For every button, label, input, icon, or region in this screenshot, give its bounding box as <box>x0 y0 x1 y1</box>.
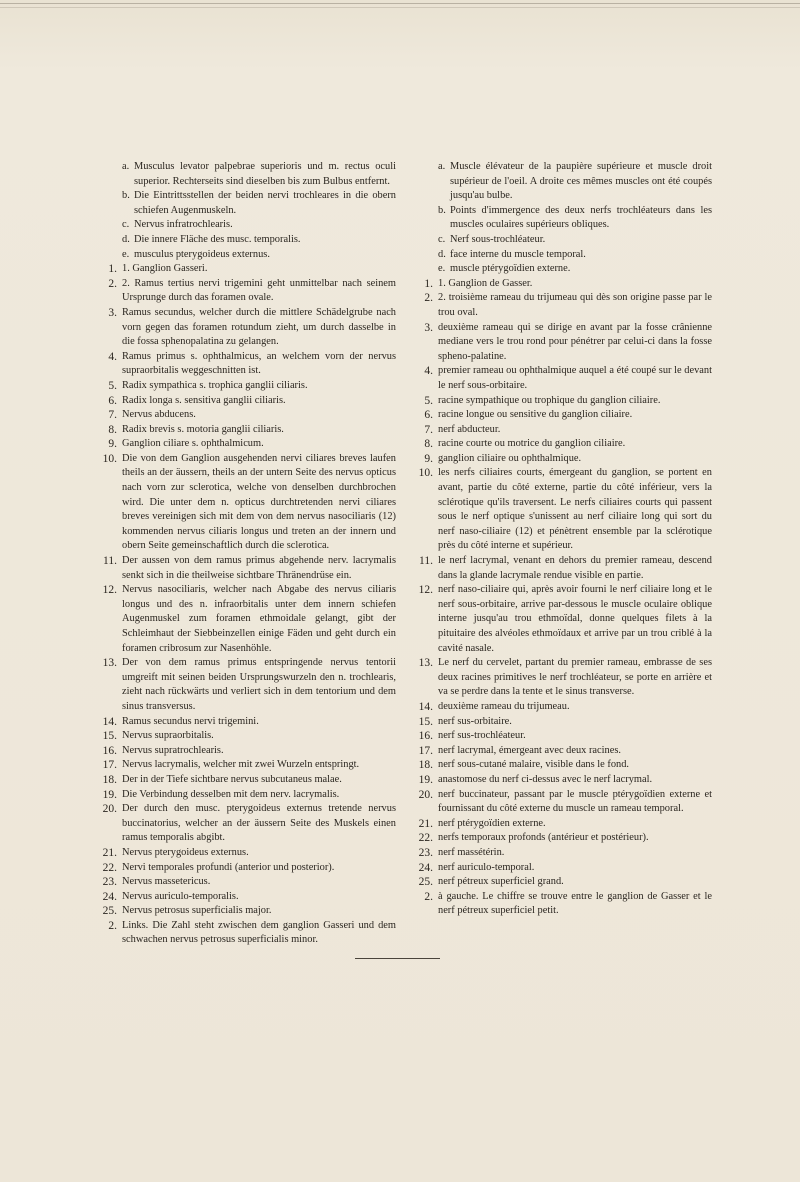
legend-entry: 2. Links. Die Zahl steht zwischen dem ganglion Gasseri und dem schwachen nervus petrosus superficialis minor. <box>108 919 396 946</box>
legend-entry: 13. Le nerf du cervelet, partant du premier rameau, embrasse de ses deux racines primitives le nerf trochléateur, se porte en arrière et va se perdre dans la tente et le sinus transverse. <box>418 657 712 698</box>
legend-entry: 19. Die Verbindung desselben mit dem nerv. lacrymalis. <box>102 788 340 801</box>
legend-entry: 13. Der von dem ramus primus entspringende nervus tentorii umgreift mit seinen beiden Ursprungswurzeln den n. trochlearis, zieht nach rückwärts und verliert sich in dem tentorium und dem sinus transversus. <box>102 657 396 712</box>
legend-entry: 2. 2. troisième rameau du trijumeau qui dès son origine passe par le trou oval. <box>424 292 712 318</box>
legend-entry: 25. nerf pétreux superficiel grand. <box>418 876 564 889</box>
legend-entry: 15. Nervus supraorbitalis. <box>102 730 214 743</box>
legend-entry: 6. Radix longa s. sensitiva ganglii ciliaris. <box>108 394 286 407</box>
legend-entry: 4. Ramus primus s. ophthalmicus, an welchem vorn der nervus supraorbitalis weggeschnitten ist. <box>108 350 396 377</box>
legend-entry: 3. deuxième rameau qui se dirige en avant par la fosse crânienne mediane vers le trou rond pour pénétrer par celui-ci dans la fosse spheno-palatine. <box>424 321 712 362</box>
german-legend-column <box>96 160 396 948</box>
legend-entry: 4. premier rameau ou ophthalmique auquel a été coupé sur le devant le nerf sous-orbitaire. <box>424 365 712 391</box>
legend-entry: 11. le nerf lacrymal, venant en dehors du premier rameau, descend dans la glande lacrymale rendue visible en partie. <box>419 555 712 581</box>
legend-sub-b: b. Points d'immergence des deux nerfs trochléateurs dans les muscles oculaires supérieurs obliques. <box>438 204 712 231</box>
legend-entry: 15. nerf sus-orbitaire. <box>418 715 512 728</box>
legend-sub-a: a. Muscle élévateur de la paupière supérieure et muscle droit supérieur de l'oeil. A droite ces mêmes muscles ont été coupés jusqu'au bulbe. <box>438 161 712 202</box>
legend-sub-e: e. muscle ptérygoïdien externe. <box>438 263 571 275</box>
legend-entry: 23. Nervus massetericus. <box>102 876 211 889</box>
top-rule <box>0 3 800 4</box>
top-rule-secondary <box>0 7 800 8</box>
legend-entry: 2. à gauche. Le chiffre se trouve entre le ganglion de Gasser et le nerf pétreux superficiel petit. <box>424 890 712 917</box>
legend-entry: 5. Radix sympathica s. trophica ganglii ciliaris. <box>108 379 308 392</box>
legend-entry: 7. nerf abducteur. <box>424 423 501 436</box>
legend-sub-e: e. musculus pterygoideus externus. <box>122 248 270 260</box>
legend-entry: 3. Ramus secundus, welcher durch die mittlere Schädelgrube nach vorn gegen das foramen rotundum zieht, um durch dasselbe in die fossa sphenopalatina zu gelangen. <box>108 306 396 348</box>
legend-sub-b: b. Die Eintrittsstellen der beiden nervi trochleares in die obern schiefen Augenmuskeln. <box>122 190 396 216</box>
legend-entry: 6. racine longue ou sensitive du ganglion ciliaire. <box>424 409 633 422</box>
legend-entry: 1. 1. Ganglion Gasseri. <box>108 263 208 276</box>
legend-entry: 17. nerf lacrymal, émergeant avec deux racines. <box>418 744 621 757</box>
legend-entry: 7. Nervus abducens. <box>108 409 196 422</box>
legend-entry: 14. deuxième rameau du trijumeau. <box>418 700 570 713</box>
legend-entry: 21. Nervus pterygoideus externus. <box>102 846 249 859</box>
legend-entry: 23. nerf massétérin. <box>418 846 505 859</box>
legend-entry: 18. nerf sous-cutané malaire, visible dans le fond. <box>418 759 630 772</box>
legend-entry: 16. nerf sus-trochléateur. <box>418 730 526 743</box>
legend-entry: 22. nerfs temporaux profonds (antérieur et postérieur). <box>418 832 649 845</box>
legend-entry: 5. racine sympathique ou trophique du ganglion ciliaire. <box>424 394 661 407</box>
legend-entry: 8. racine courte ou motrice du ganglion ciliaire. <box>424 438 626 451</box>
legend-entry: 16. Nervus supratrochlearis. <box>102 744 224 757</box>
legend-entry: 20. Der durch den musc. pterygoideus externus tretende nervus buccinatorius, welcher an der äussern Seite des Muskels einen ramus temporalis abgibt. <box>102 803 396 844</box>
legend-entry: 1. 1. Ganglion de Gasser. <box>424 277 533 290</box>
legend-entry: 22. Nervi temporales profundi (anterior und posterior). <box>102 861 335 874</box>
french-legend-column <box>412 160 712 919</box>
legend-entry: 24. nerf auriculo-temporal. <box>418 861 535 874</box>
legend-entry: 25. Nervus petrosus superficialis major. <box>102 905 272 918</box>
legend-sub-a: a. Musculus levator palpebrae superioris und m. rectus oculi superior. Rechterseits sind dieselben bis zum Bulbus entfernt. <box>122 161 396 187</box>
closing-rule <box>355 958 440 959</box>
legend-entry: 9. Ganglion ciliare s. ophthalmicum. <box>108 438 264 451</box>
legend-entry: 17. Nervus lacrymalis, welcher mit zwei Wurzeln entspringt. <box>102 759 360 772</box>
legend-entry: 2. 2. Ramus tertius nervi trigemini geht unmittelbar nach seinem Ursprunge durch das foramen ovale. <box>108 277 396 304</box>
legend-entry: 9. ganglion ciliaire ou ophthalmique. <box>424 452 582 465</box>
legend-entry: 12. Nervus nasociliaris, welcher nach Abgabe des nervus ciliaris longus und des n. infraorbitalis unter dem innern schiefen Augenmuskel zum foramen ethmoidale gelangt, gibt der Schleimhaut der Siebbeinzellen einige Fäden und geht durch ein foramen cribrosum zur Nasenhöhle. <box>102 584 396 654</box>
legend-entry: 14. Ramus secundus nervi trigemini. <box>102 715 259 728</box>
legend-sub-d: d. face interne du muscle temporal. <box>438 248 586 260</box>
legend-entry: 12. nerf naso-ciliaire qui, après avoir fourni le nerf ciliaire long et le nerf sous-orbitaire, arrive par-dessous le muscle oculaire oblique interne jusqu'au trou ethmoïdal, donne quelques filets à la pituitaire des alvéoles ethmoïdaux et arrive par un trou criblé à la cavité nasale. <box>418 584 712 654</box>
legend-entry: 21. nerf ptérygoïdien externe. <box>418 817 546 830</box>
legend-entry: 20. nerf buccinateur, passant par le muscle ptérygoïdien externe et fournissant du côté externe du muscle un rameau temporal. <box>418 788 712 815</box>
legend-entry: 24. Nervus auriculo-temporalis. <box>102 890 239 903</box>
legend-entry: 10. les nerfs ciliaires courts, émergeant du ganglion, se portent en avant, partie du côté externe, partie du côté inférieur, vers la sclérotique qu'ils traversent. Le nerfs ciliaires courts qui passent sous le nerf optique s'unissent au nerf ciliaire long qui sort du nerf naso-ciliaire (12) et pénètrent ensemble par la sclérotique près du côté interne et supérieur. <box>418 467 712 552</box>
legend-entry: 19. anastomose du nerf ci-dessus avec le nerf lacrymal. <box>418 773 653 786</box>
legend-entry: 11. Der aussen von dem ramus primus abgehende nerv. lacrymalis senkt sich in die theilweise sichtbare Thränendrüse ein. <box>103 555 396 581</box>
legend-entry: 10. Die von dem Ganglion ausgehenden nervi ciliares breves laufen theils an der äussern, theils an der untern Seite des nervus opticus nach vorn zur sclerotica, welche von denselben durchbrochen wird. Die unter dem n. opticus durchtretenden nervi ciliares breves vereinigen sich mit dem von dem nervus nasociliaris (12) kommenden nervus ciliaris longus und treten an der innern und obern Seite gemeinschaftlich durch die sclerotica. <box>102 452 396 552</box>
legend-sub-c: c. Nervus infratrochlearis. <box>122 219 233 231</box>
legend-entry: 8. Radix brevis s. motoria ganglii ciliaris. <box>108 423 284 436</box>
legend-sub-d: d. Die innere Fläche des musc. temporalis. <box>122 233 301 245</box>
legend-entry: 18. Der in der Tiefe sichtbare nervus subcutaneus malae. <box>102 773 342 786</box>
legend-sub-c: c. Nerf sous-trochléateur. <box>438 233 546 245</box>
